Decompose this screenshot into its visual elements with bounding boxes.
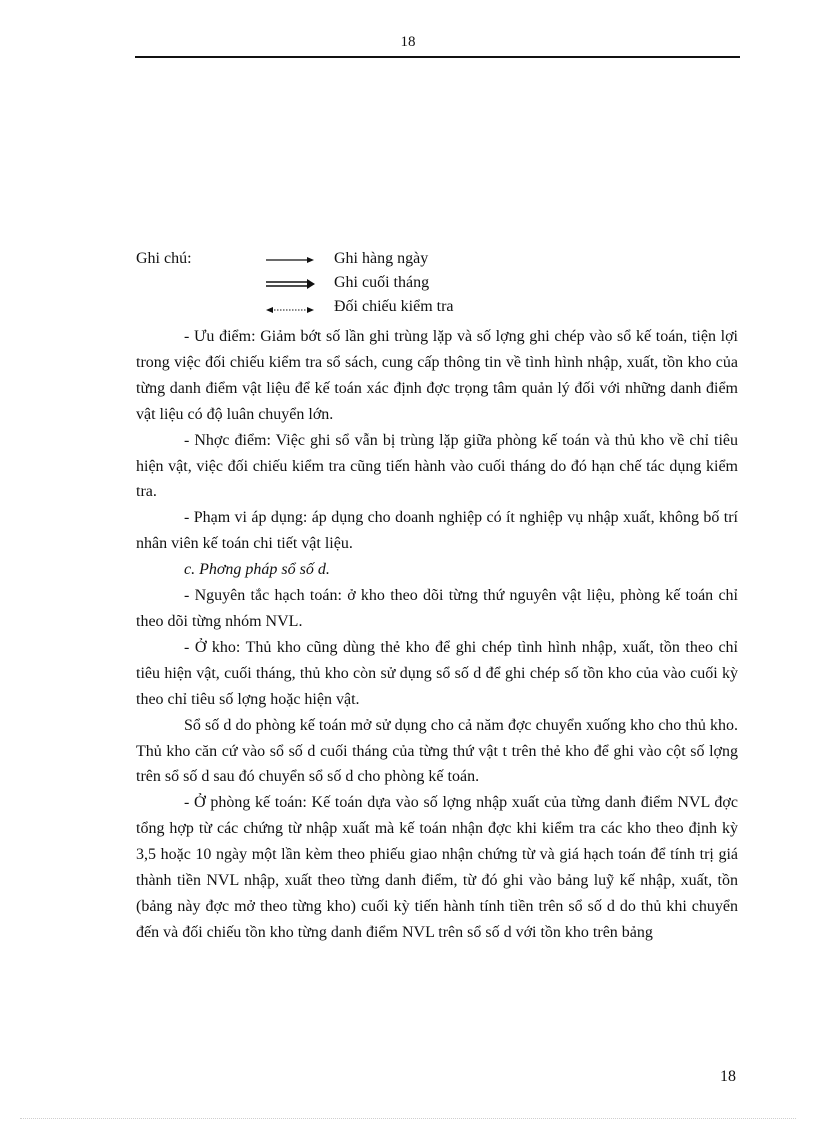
legend-label: Ghi chú:	[136, 250, 192, 267]
paragraph-balance-book: Sổ số d do phòng kế toán mở sử dụng cho cả năm đợc chuyển xuống kho cho thủ kho. Thủ kho căn cứ vào sổ số d cuối tháng của từng thứ vật t trên thẻ kho để ghi vào cột số lợng trên sổ số d sau đó chuyển sổ số d cho phòng kế toán.	[136, 716, 738, 786]
legend-row-monthly	[264, 274, 464, 298]
paragraph-accounting-dept: - Ở phòng kế toán: Kế toán dựa vào số lợng nhập xuất của từng danh điểm NVL đợc tổng hợp từ các chứng từ nhập xuất mà kế toán nhận đợc khi kiểm tra các kho theo định kỳ 3,5 hoặc 10 ngày một lần kèm theo phiếu giao nhận chứng từ và giá hạch toán để tính trị giá thành tiền NVL nhập, xuất theo từng danh điểm, từ đó ghi vào bảng luỹ kế nhập, xuất, tồn (bảng này đợc mở theo từng kho) cuối kỳ tiến hành tính tiền trên sổ số d do thủ khi chuyển đến và đối chiếu tồn kho từng danh điểm NVL trên sổ số d với tồn kho trên bảng	[136, 794, 738, 941]
page-footer-number: 18	[720, 1068, 736, 1085]
legend-row-daily	[264, 250, 464, 274]
bottom-rule	[20, 1118, 796, 1119]
single-arrow-icon	[264, 252, 316, 268]
paragraph-scope: - Phạm vi áp dụng: áp dụng cho doanh nghiệp có ít nghiệp vụ nhập xuất, không bố trí nhân viên kế toán chi tiết vật liệu.	[136, 509, 738, 553]
double-arrow-icon	[264, 276, 316, 292]
paragraph-principle: - Nguyên tắc hạch toán: ở kho theo dõi từng thứ nguyên vật liệu, phòng kế toán chỉ theo dõi từng nhóm NVL.	[136, 587, 738, 630]
legend-text-daily: Ghi hàng ngày	[334, 250, 429, 267]
legend-text-monthly: Ghi cuối tháng	[334, 274, 430, 291]
dotted-double-arrow-icon	[264, 300, 316, 316]
section-heading: c. Phơng pháp sổ số d.	[184, 561, 330, 579]
header-rule	[135, 56, 740, 58]
body-text	[136, 324, 738, 946]
paragraph-warehouse: - Ở kho: Thủ kho cũng dùng thẻ kho để ghi chép tình hình nhập, xuất, tồn theo chỉ tiêu hiện vật, cuối tháng, thủ kho còn sử dụng sổ số d để ghi chép số tồn kho của vào cuối kỳ theo chỉ tiêu số lợng hoặc hiện vật.	[136, 638, 738, 708]
page-header-number: 18	[400, 34, 416, 50]
legend-row-reconcile	[264, 298, 464, 322]
paragraph-disadvantages: - Nhợc điểm: Việc ghi sổ vẫn bị trùng lặp giữa phòng kế toán và thủ kho về chỉ tiêu hiện vật, việc đối chiếu kiểm tra cũng tiến hành vào cuối tháng do đó hạn chế tác dụng kiểm tra.	[136, 431, 738, 501]
legend-text-reconcile: Đối chiếu kiểm tra	[334, 298, 454, 315]
paragraph-advantages: - Ưu điểm: Giảm bớt số lần ghi trùng lặp và số lợng ghi chép vào sổ kế toán, tiện lợi trong việc đối chiếu kiểm tra sổ sách, cung cấp thông tin về tình hình nhập, xuất, tồn kho của từng danh điểm vật liệu để kế toán xác định đợc trọng tâm quản lý đối với những danh điểm vật liệu có độ luân chuyển lớn.	[136, 328, 738, 423]
